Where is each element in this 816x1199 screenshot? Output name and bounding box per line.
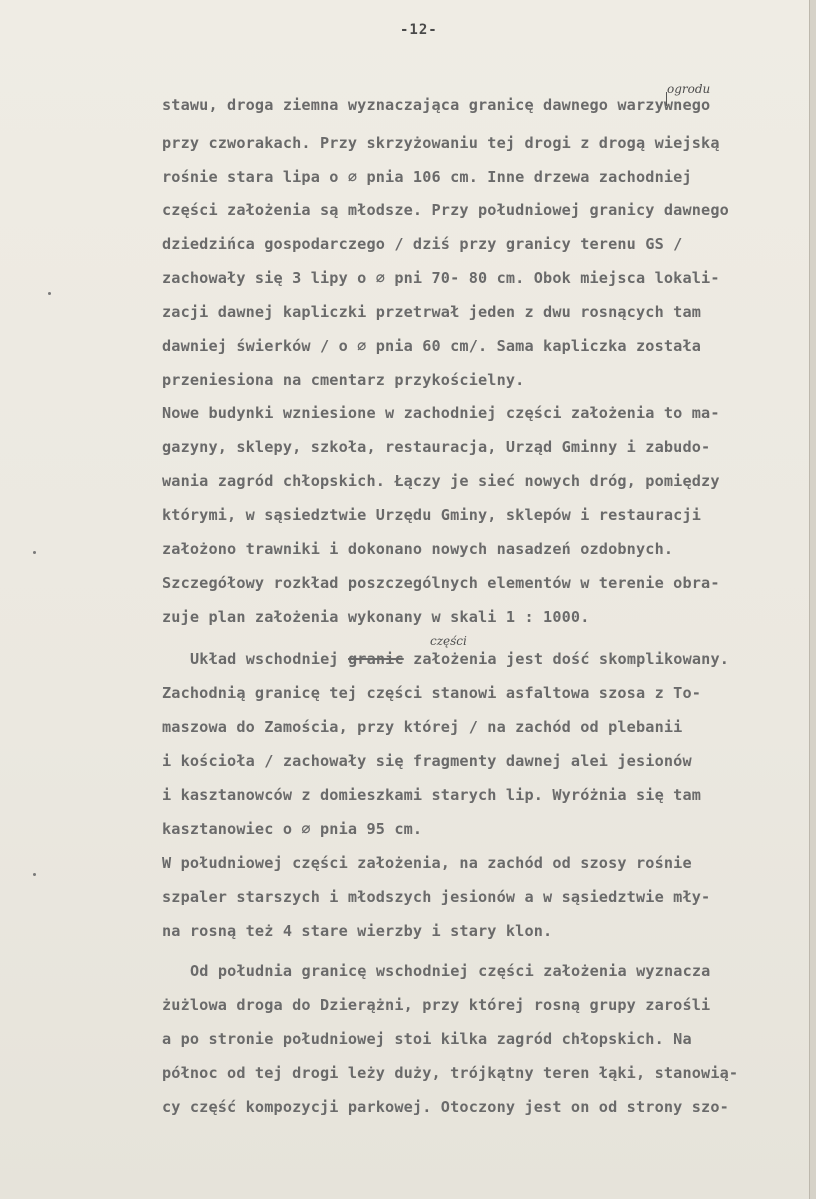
text-line: stawu, droga ziemna wyznaczająca granicę dawnego warzywnego [162,96,711,114]
text-line: kasztanowiec o ∅ pnia 95 cm. [162,820,423,838]
text-line: części założenia są młodsze. Przy południowej granicy dawnego [162,201,729,219]
text-line: przy czworakach. Przy skrzyżowaniu tej drogi z drogą wiejską [162,134,720,152]
text-line: gazyny, sklepy, szkoła, restauracja, Urząd Gminny i zabudo- [162,438,711,456]
margin-speck [33,551,36,554]
text-line: zachowały się 3 lipy o ∅ pni 70- 80 cm. Obok miejsca lokali- [162,269,720,287]
text-line: maszowa do Zamościa, przy której / na zachód od plebanii [162,718,683,736]
margin-speck [48,292,51,295]
text-line [190,650,729,668]
text-line: i kasztanowców z domieszkami starych lip. Wyróżnia się tam [162,786,702,804]
handwritten-annotation-czesci: części [430,634,467,648]
text-line: założono trawniki i dokonano nowych nasadzeń ozdobnych. [162,540,674,558]
text-line: Nowe budynki wzniesione w zachodniej części założenia to ma- [162,404,720,422]
handwritten-annotation-ogrodu: ogrodu [667,82,711,96]
page-edge-line [809,0,810,1199]
page-edge-shadow [810,0,816,1199]
text-line: Szczegółowy rozkład poszczególnych elementów w terenie obra- [162,574,720,592]
text-line: którymi, w sąsiedztwie Urzędu Gminy, sklepów i restauracji [162,506,702,524]
text-segment: Układ wschodniej [190,650,339,668]
text-line: na rosną też 4 stare wierzby i stary klon. [162,922,553,940]
text-line: szpaler starszych i młodszych jesionów a w sąsiedztwie mły- [162,888,711,906]
text-line: dziedzińca gospodarczego / dziś przy granicy terenu GS / [162,235,683,253]
text-line: Zachodnią granicę tej części stanowi asfaltowa szosa z To- [162,684,702,702]
margin-speck [33,873,36,876]
text-segment: założenia jest dość skomplikowany. [413,650,730,668]
text-line: i kościoła / zachowały się fragmenty dawnej alei jesionów [162,752,692,770]
text-line: północ od tej drogi leży duży, trójkątny teren łąki, stanowią- [162,1064,739,1082]
text-line: a po stronie południowej stoi kilka zagród chłopskich. Na [162,1030,692,1048]
text-line: wania zagród chłopskich. Łączy je sieć nowych dróg, pomiędzy [162,472,720,490]
text-line: W południowej części założenia, na zachód od szosy rośnie [162,854,692,872]
text-line: cy część kompozycji parkowej. Otoczony jest on od strony szo- [162,1098,729,1116]
text-line: rośnie stara lipa o ∅ pnia 106 cm. Inne drzewa zachodniej [162,168,692,186]
text-line: przeniesiona na cmentarz przykościelny. [162,371,525,389]
text-line: Od południa granicę wschodniej części założenia wyznacza [190,962,711,980]
text-line: zacji dawnej kapliczki przetrwał jeden z dwu rosnących tam [162,303,702,321]
struck-word: granic [348,650,404,668]
page-number: -12- [400,22,438,38]
text-line: dawniej świerków / o ∅ pnia 60 cm/. Sama kapliczka została [162,337,702,355]
text-line: żużlowa droga do Dzierążni, przy której rosną grupy zarośli [162,996,711,1014]
text-line: zuje plan założenia wykonany w skali 1 : 1000. [162,608,590,626]
